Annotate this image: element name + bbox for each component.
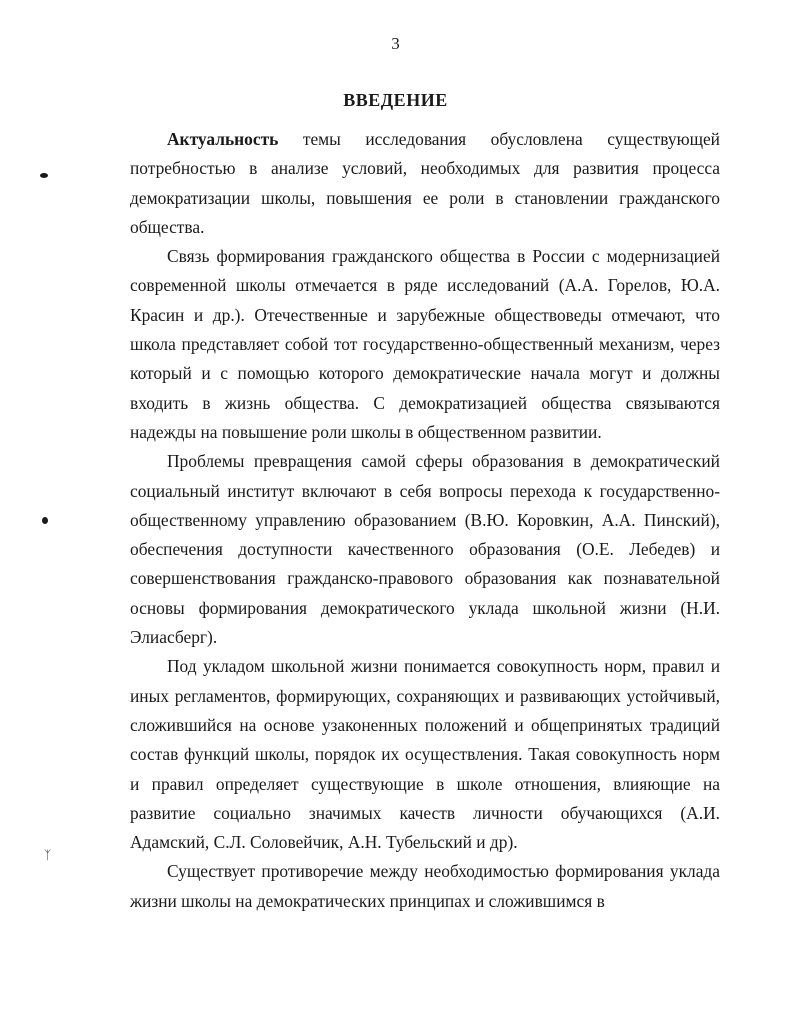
paragraph-text: Проблемы превращения самой сферы образования в демократический социальный институт включают в себя вопросы перехода к государственно-общественному управлению образованием (В.Ю. Коровкин, А.А. Пинский), обеспечения доступности качественного образования (О.Е. Лебедев) и совершенствования гражданско-правового образования как познавательной основы формирования демократического уклада школьной жизни (Н.И. Элиасберг). — [130, 451, 720, 648]
paragraph-3 — [130, 447, 720, 652]
document-body — [130, 125, 720, 916]
section-heading: ВВЕДЕНИЕ — [343, 90, 448, 110]
margin-scan-dot — [42, 517, 48, 524]
paragraph-1 — [130, 125, 720, 242]
paragraph-5 — [130, 857, 720, 916]
margin-scan-mark: ᛉ — [44, 848, 52, 862]
paragraph-2 — [130, 242, 720, 447]
paragraph-text: Связь формирования гражданского общества в России с модернизацией современной школы отмечается в ряде исследований (А.А. Горелов, Ю.А. Красин и др.). Отечественные и зарубежные обществоведы отмечают, что школа представляет собой тот государственно-общественный механизм, через который и с помощью которого демократические начала могут и должны входить в жизнь общества. С демократизацией общества связываются надежды на повышение роли школы в общественном развитии. — [130, 246, 720, 442]
margin-scan-dot — [40, 173, 48, 178]
paragraph-text: Под укладом школьной жизни понимается совокупность норм, правил и иных регламентов, формирующих, сохраняющих и развивающих устойчивый, сложившийся на основе узаконенных положений и общепринятых традиций состав функций школы, порядок их осуществления. Такая совокупность норм и правил определяет существующие в школе отношения, влияющие на развитие социально значимых качеств личности обучающихся (А.И. Адамский, С.Л. Соловейчик, А.Н. Тубельский и др). — [130, 656, 720, 853]
page-number: 3 — [391, 34, 400, 53]
paragraph-text: темы исследования обусловлена существующей потребностью в анализе условий, необходимых для развития процесса демократизации школы, повышения ее роли в становлении гражданского общества. — [130, 129, 720, 237]
paragraph-lead-word: Актуальность — [167, 129, 279, 149]
paragraph-4 — [130, 652, 720, 857]
paragraph-text: Существует противоречие между необходимостью формирования уклада жизни школы на демократических принципах и сложившимся в — [130, 861, 720, 911]
